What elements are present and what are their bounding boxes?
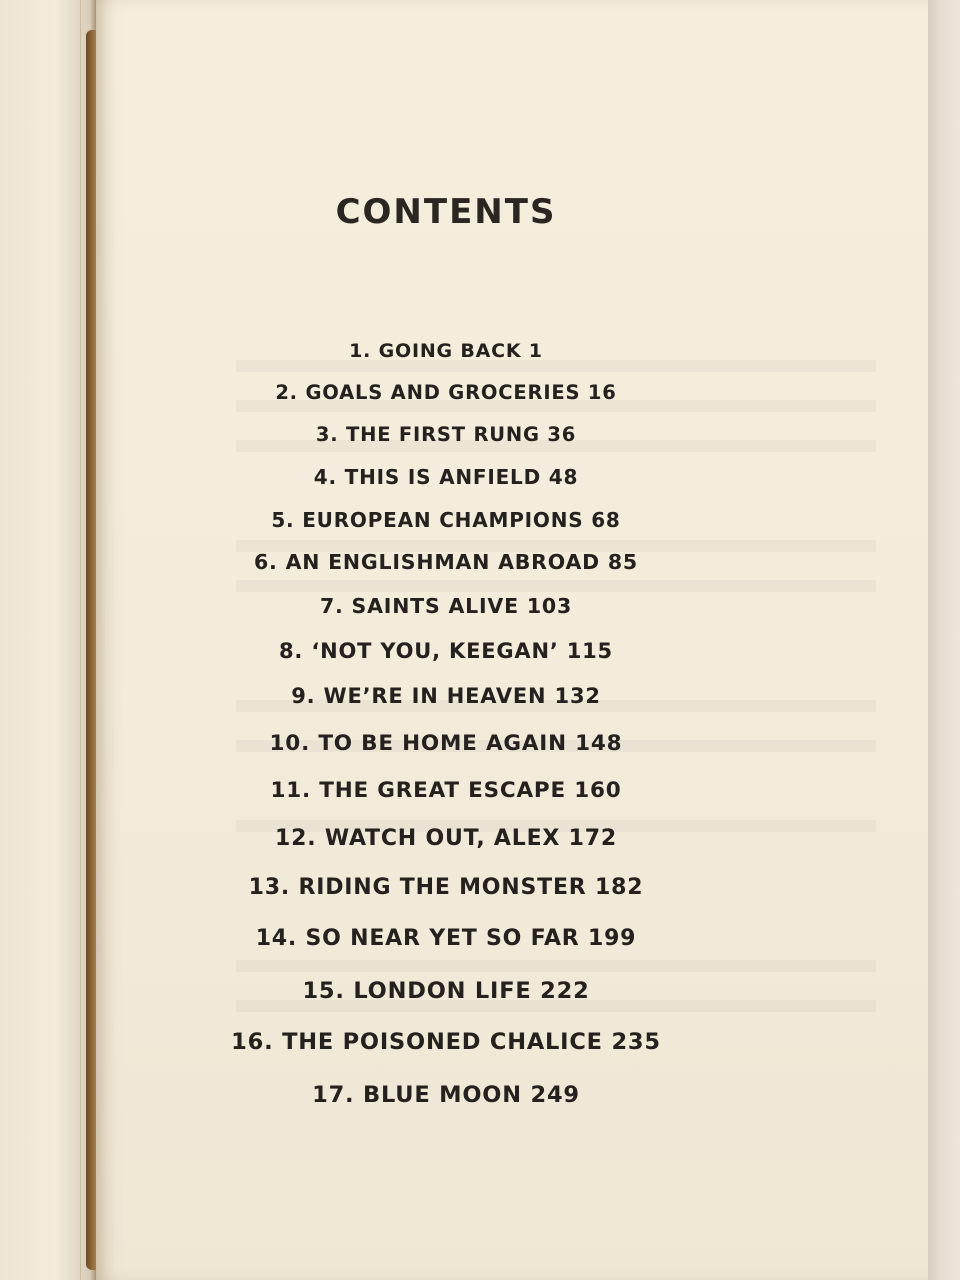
table-of-contents xyxy=(96,0,796,1280)
toc-entry: 12. WATCH OUT, ALEX 172 xyxy=(275,826,617,851)
toc-entry: 11. THE GREAT ESCAPE 160 xyxy=(270,778,622,803)
toc-entry: 2. GOALS AND GROCERIES 16 xyxy=(275,381,617,404)
toc-entry: 6. AN ENGLISHMAN ABROAD 85 xyxy=(253,550,638,574)
toc-entry: 13. RIDING THE MONSTER 182 xyxy=(248,875,644,900)
toc-entry: 4. THIS IS ANFIELD 48 xyxy=(313,465,579,489)
toc-entry: 10. TO BE HOME AGAIN 148 xyxy=(269,731,623,756)
toc-entry: 1. GOING BACK 1 xyxy=(349,340,543,362)
left-page-edge xyxy=(0,0,100,1280)
toc-entry: 16. THE POISONED CHALICE 235 xyxy=(231,1029,661,1055)
toc-entry: 8. ‘NOT YOU, KEEGAN’ 115 xyxy=(279,639,613,663)
toc-entry: 15. LONDON LIFE 222 xyxy=(302,978,590,1004)
toc-entry: 7. SAINTS ALIVE 103 xyxy=(319,594,573,618)
toc-entry: 14. SO NEAR YET SO FAR 199 xyxy=(255,926,637,951)
toc-entry: 9. WE’RE IN HEAVEN 132 xyxy=(291,684,601,708)
left-page-paper xyxy=(0,0,81,1280)
page-title: CONTENTS xyxy=(335,192,557,232)
toc-entry: 5. EUROPEAN CHAMPIONS 68 xyxy=(271,508,621,532)
toc-entry: 3. THE FIRST RUNG 36 xyxy=(315,423,577,446)
table-surface xyxy=(928,0,960,1280)
toc-entry: 17. BLUE MOON 249 xyxy=(312,1082,580,1108)
